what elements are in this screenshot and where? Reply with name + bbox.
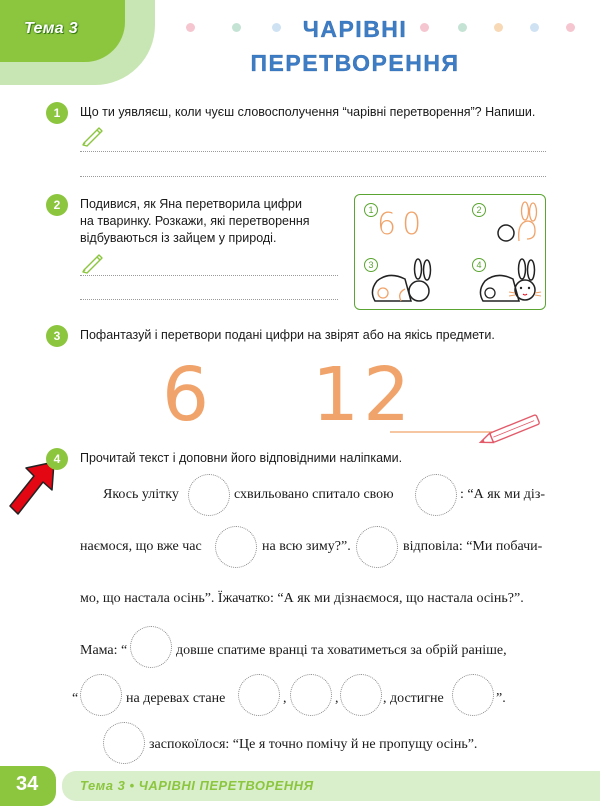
story-text: відповіла: “Ми побачи- [403, 539, 543, 554]
task-2-line: Подивися, як Яна перетворила цифри [80, 197, 302, 211]
sticker-slot[interactable] [188, 474, 230, 516]
sticker-slot[interactable] [238, 674, 280, 716]
sticker-slot[interactable] [415, 474, 457, 516]
step-number: 3 [364, 258, 378, 272]
task-2-line: відбуваються із зайцем у природі. [80, 231, 277, 245]
sticker-slot[interactable] [215, 526, 257, 568]
transformation-panel [354, 194, 546, 310]
sticker-slot[interactable] [80, 674, 122, 716]
digit-six: 6 [162, 352, 210, 438]
story-text: , [283, 691, 287, 706]
story-text: Якось улітку [103, 487, 179, 502]
rabbit-step-4-drawing [475, 257, 545, 307]
step-number: 4 [472, 258, 486, 272]
story-text: мо, що настала осінь”. Їжачатко: “А як ми дізнаємося, що настала осінь?”. [80, 591, 524, 606]
story-text: ”. [496, 691, 506, 706]
page-number: 34 [16, 773, 39, 795]
rabbit-step-2-drawing [495, 201, 543, 245]
topic-label: Тема 3 [24, 20, 78, 37]
story-text: “ [72, 691, 79, 706]
story-text: довше спатиме вранці та ховатиметься за обрій раніше, [176, 643, 507, 658]
story-text: : “А як ми діз- [460, 487, 546, 502]
task-4-text: Прочитай текст і доповни його відповідними наліпками. [80, 451, 403, 465]
step-1-digits: 60 [377, 207, 428, 242]
story-text: заспокоїлося: “Це я точно помічу й не пропущу осінь”. [149, 737, 478, 752]
page-title-line1: ЧАРІВНІ [302, 16, 408, 42]
story-text: на всю зиму?”. [262, 539, 351, 554]
sticker-slot[interactable] [452, 674, 494, 716]
story-text: , достигне [383, 691, 444, 706]
task-3-text: Пофантазуй і перетвори подані цифри на звірят або на якісь предмети. [80, 328, 495, 342]
story-text: схвильовано спитало свою [234, 487, 394, 502]
sticker-slot[interactable] [340, 674, 382, 716]
story-text: Мама: “ [80, 643, 128, 658]
sticker-slot[interactable] [130, 626, 172, 668]
step-number: 2 [472, 203, 486, 217]
page-title-line2: ПЕРЕТВОРЕННЯ [250, 50, 460, 76]
task-number-1: 1 [46, 102, 68, 124]
decor-dot [186, 23, 195, 32]
sticker-slot[interactable] [356, 526, 398, 568]
task-1-text: Що ти уявляєш, коли чуєш словосполучення “чарівні перетворення”? Напиши. [80, 105, 536, 119]
story-text: , [335, 691, 339, 706]
task-number-3: 3 [46, 325, 68, 347]
digit-twelve: 12 [312, 352, 415, 438]
red-pencil-icon [386, 408, 548, 446]
decor-dot [530, 23, 539, 32]
answer-line[interactable] [80, 299, 338, 300]
story-text: на деревах стане [126, 691, 226, 706]
task-number-2: 2 [46, 194, 68, 216]
sticker-slot[interactable] [103, 722, 145, 764]
task-2-line: на тваринку. Розкажи, які перетворення [80, 214, 310, 228]
task-2-text [80, 196, 350, 247]
answer-line[interactable] [80, 275, 338, 276]
answer-line[interactable] [80, 176, 546, 177]
story-text: наємося, що вже час [80, 539, 202, 554]
footer-topic: Тема 3 • ЧАРІВНІ ПЕРЕТВОРЕННЯ [80, 778, 314, 793]
task-number-4: 4 [46, 448, 68, 470]
decor-dot [566, 23, 575, 32]
rabbit-step-3-drawing [367, 257, 439, 307]
answer-line[interactable] [80, 151, 546, 152]
red-arrow-icon [6, 460, 58, 522]
sticker-slot[interactable] [290, 674, 332, 716]
pencil-icon [80, 251, 106, 277]
pencil-icon [80, 124, 106, 150]
step-number: 1 [364, 203, 378, 217]
